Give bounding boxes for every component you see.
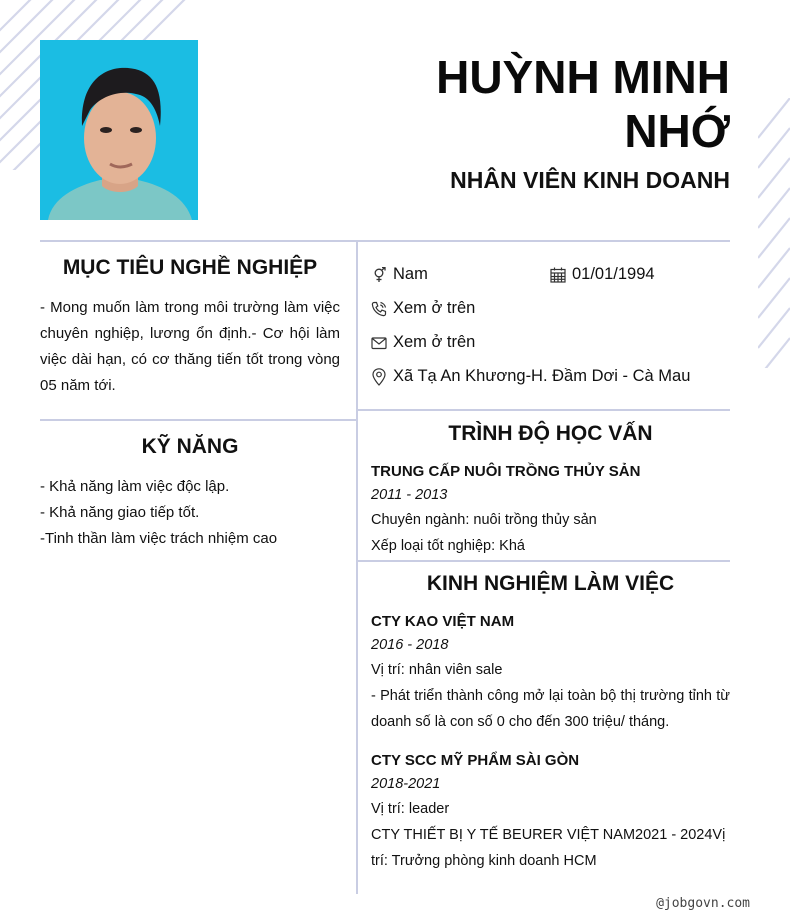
gender-value: Nam bbox=[393, 265, 428, 283]
experience-title: KINH NGHIỆM LÀM VIỆC bbox=[426, 572, 675, 595]
candidate-name-line2: NHỚ bbox=[624, 105, 730, 157]
location-pin-icon bbox=[371, 368, 387, 386]
divider-vertical bbox=[356, 242, 358, 894]
email-value: Xem ở trên bbox=[393, 333, 476, 351]
job-period: 2018-2021 bbox=[371, 776, 441, 792]
candidate-name-line1: HUỲNH MINH bbox=[436, 51, 730, 103]
dob-value: 01/01/1994 bbox=[572, 265, 655, 283]
calendar-icon bbox=[550, 267, 566, 283]
decorative-stripes-right bbox=[758, 98, 790, 368]
job-description: CTY THIẾT BỊ Y TẾ BEURER VIỆT NAM2021 - 2024Vị trí: Trưởng phòng kinh doanh HCM bbox=[371, 827, 726, 869]
candidate-name bbox=[370, 50, 730, 158]
phone-icon bbox=[371, 301, 387, 317]
job-position: Vị trí: leader bbox=[371, 801, 450, 817]
education-title: TRÌNH ĐỘ HỌC VẤN bbox=[448, 422, 653, 445]
education-period: 2011 - 2013 bbox=[371, 487, 448, 503]
phone-row bbox=[371, 299, 475, 318]
watermark: @jobgovn.com bbox=[656, 896, 750, 911]
objective-title: MỤC TIÊU NGHỀ NGHIỆP bbox=[62, 256, 318, 279]
email-row bbox=[371, 333, 475, 352]
email-icon bbox=[371, 335, 387, 351]
job-description: - Phát triển thành công mở lại toàn bộ thị trường tỉnh từ doanh số là con số 0 cho đến 300 triệu/ tháng. bbox=[371, 688, 730, 730]
skill-item: -Tinh thần làm việc trách nhiệm cao bbox=[40, 530, 278, 547]
job-position: Vị trí: nhân viên sale bbox=[371, 662, 503, 678]
phone-value: Xem ở trên bbox=[393, 299, 476, 317]
divider-right-education bbox=[358, 409, 730, 411]
divider-top bbox=[40, 240, 730, 242]
dob-row bbox=[550, 265, 655, 284]
objective-text: - Mong muốn làm trong môi trường làm việc chuyên nghiệp, lương ổn định.- Cơ hội làm việc dài hạn, có cơ thăng tiến tốt trong vòng 05 năm tới. bbox=[40, 299, 340, 394]
job-company: CTY SCC MỸ PHẨM SÀI GÒN bbox=[371, 752, 580, 769]
skill-item: - Khả năng giao tiếp tốt. bbox=[40, 504, 200, 521]
skill-item: - Khả năng làm việc độc lập. bbox=[40, 478, 230, 495]
education-grade: Xếp loại tốt nghiệp: Khá bbox=[371, 538, 525, 554]
gender-row bbox=[371, 265, 428, 284]
job-company: CTY KAO VIỆT NAM bbox=[371, 613, 515, 630]
profile-photo bbox=[40, 40, 198, 220]
skills-title: KỸ NĂNG bbox=[141, 435, 239, 458]
divider-right-experience bbox=[358, 560, 730, 562]
address-value: Xã Tạ An Khương-H. Đầm Dơi - Cà Mau bbox=[393, 367, 691, 385]
education-school: TRUNG CẤP NUÔI TRỒNG THỦY SẢN bbox=[371, 463, 641, 480]
job-period: 2016 - 2018 bbox=[371, 637, 449, 653]
education-major: Chuyên ngành: nuôi trồng thủy sản bbox=[371, 512, 597, 528]
address-row bbox=[371, 367, 690, 386]
gender-icon bbox=[371, 267, 387, 283]
divider-left-middle bbox=[40, 419, 356, 421]
job-title: NHÂN VIÊN KINH DOANH bbox=[450, 167, 730, 193]
